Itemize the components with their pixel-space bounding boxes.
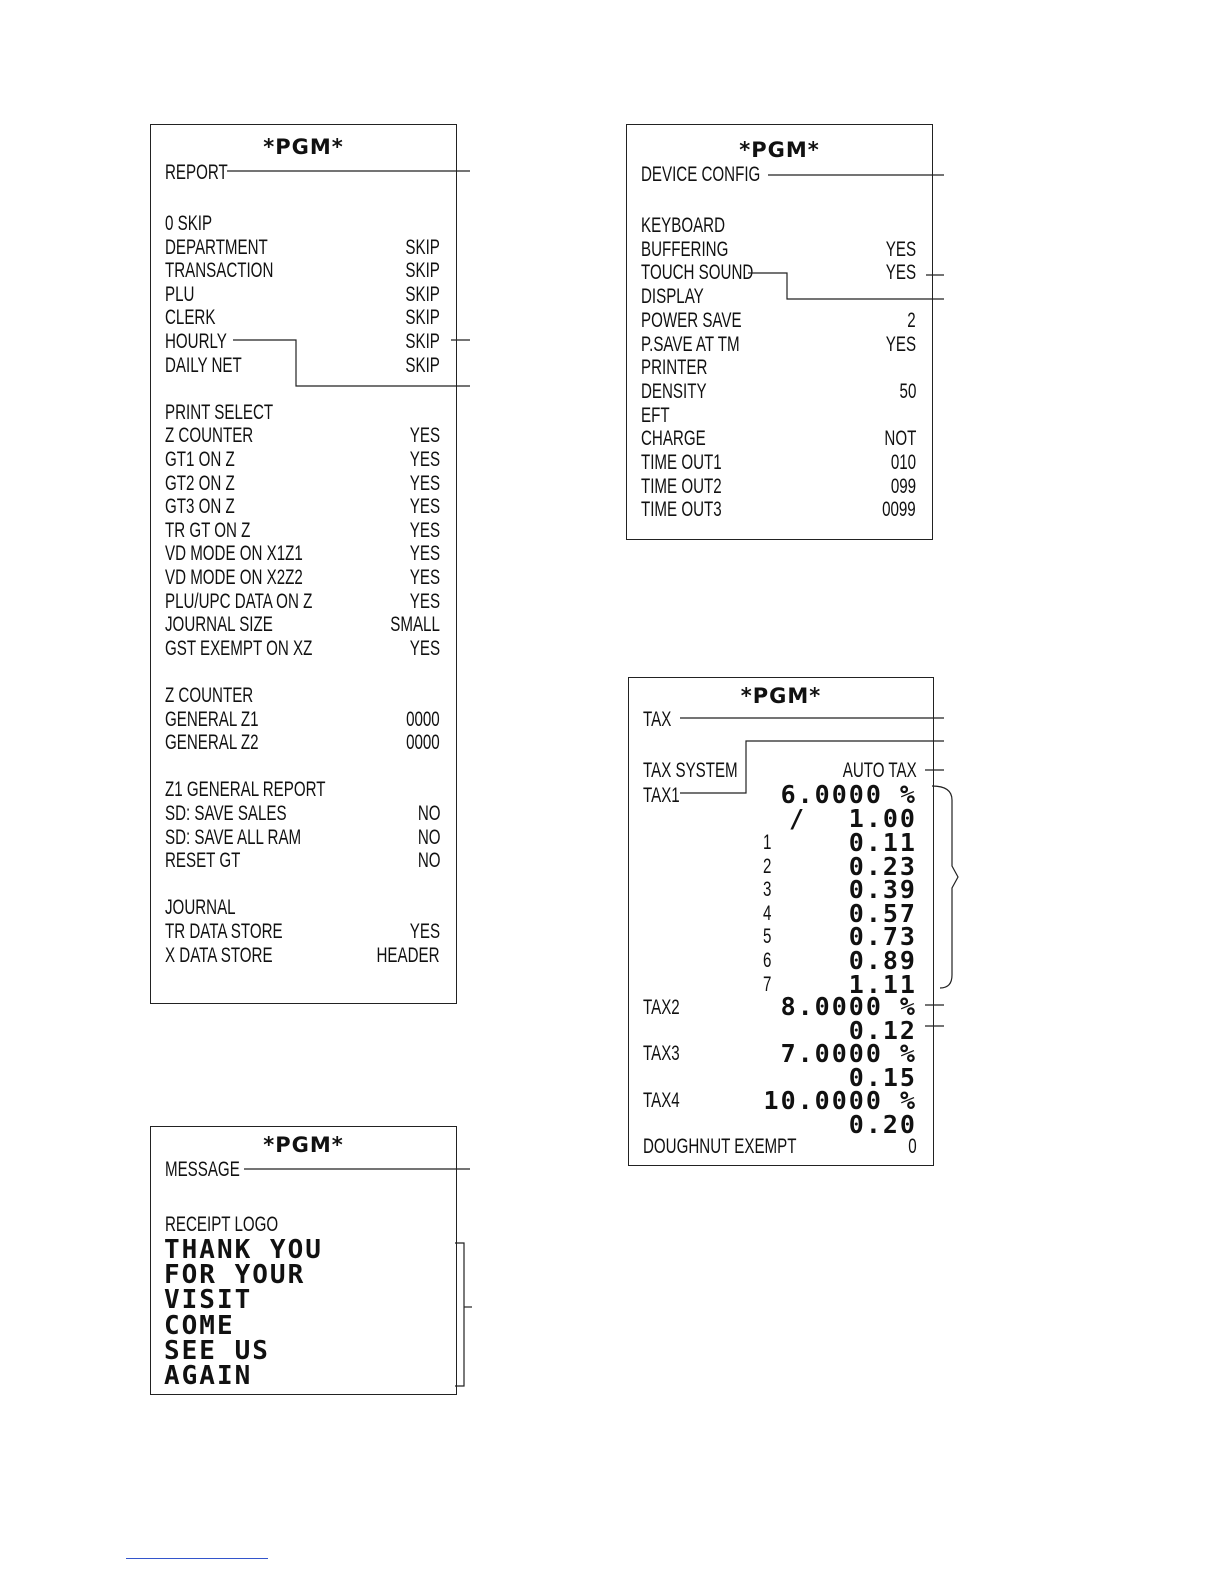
device-pgm-header: *PGM* <box>739 138 820 162</box>
logo-line: FOR YOUR <box>164 1260 306 1290</box>
report-line-label: PLU <box>165 283 195 306</box>
tax2-rate: 8.0000 % <box>780 992 917 1021</box>
tax-break-value: 0.39 <box>848 875 917 904</box>
device-line-value: YES <box>885 261 916 284</box>
tax-break-value: 0.11 <box>848 828 917 857</box>
tax2-label: TAX2 <box>643 996 680 1019</box>
report-line-value: YES <box>409 590 440 613</box>
report-line-value: YES <box>409 637 440 660</box>
tax1-min: 1.00 <box>848 804 917 833</box>
bracket-tax-table <box>932 786 958 988</box>
tax-break-number: 4 <box>763 902 772 925</box>
tax4-min: 0.20 <box>848 1110 917 1139</box>
tax-break-number: 5 <box>763 925 772 948</box>
device-line-label: TOUCH SOUND <box>641 261 754 284</box>
report-line-value: YES <box>409 920 440 943</box>
tax3-label: TAX3 <box>643 1042 680 1065</box>
message-pgm-header: *PGM* <box>263 1133 344 1157</box>
footer-rule <box>126 1558 268 1559</box>
report-line-label: GENERAL Z2 <box>165 731 259 754</box>
tax1-slash: / <box>789 804 807 833</box>
report-line-value: YES <box>409 472 440 495</box>
tax3-rate: 7.0000 % <box>780 1039 917 1068</box>
tax-system-label: TAX SYSTEM <box>643 759 738 782</box>
tax-break-number: 3 <box>763 878 772 901</box>
report-line-label: HOURLY <box>165 330 227 353</box>
report-line-value: SKIP <box>405 306 440 329</box>
report-line-value: SKIP <box>405 330 440 353</box>
report-line-value: NO <box>417 802 440 825</box>
report-line-value: YES <box>409 424 440 447</box>
tax-break-number: 6 <box>763 949 772 972</box>
report-line-value: SKIP <box>405 354 440 377</box>
report-line-label: GT1 ON Z <box>165 448 235 471</box>
device-line-label: DISPLAY <box>641 285 704 308</box>
report-line-label: PLU/UPC DATA ON Z <box>165 590 313 613</box>
device-line-label: KEYBOARD <box>641 214 726 237</box>
report-line-label: CLERK <box>165 306 216 329</box>
tax-break-number: 2 <box>763 855 772 878</box>
report-line-value: HEADER <box>376 944 440 967</box>
tax-break-value: 1.11 <box>848 970 917 999</box>
report-line-value: YES <box>409 519 440 542</box>
logo-line: AGAIN <box>164 1361 253 1391</box>
report-line-label: TRANSACTION <box>165 259 274 282</box>
report-title: REPORT <box>165 161 228 184</box>
device-line-label: POWER SAVE <box>641 309 742 332</box>
report-line-value: SMALL <box>390 613 440 636</box>
device-line-label: P.SAVE AT TM <box>641 333 740 356</box>
device-line-label: DENSITY <box>641 380 707 403</box>
callout-touch-sound <box>748 273 944 299</box>
device-line-label: PRINTER <box>641 356 708 379</box>
report-line-label: GENERAL Z1 <box>165 708 259 731</box>
report-line-label: Z COUNTER <box>165 684 254 707</box>
report-line-label: Z1 GENERAL REPORT <box>165 778 326 801</box>
report-line-label: DEPARTMENT <box>165 236 268 259</box>
device-line-value: 50 <box>899 380 916 403</box>
device-line-value: 099 <box>890 475 916 498</box>
device-line-label: EFT <box>641 404 670 427</box>
tax-break-value: 0.73 <box>848 922 917 951</box>
tax-pgm-header: *PGM* <box>740 684 822 708</box>
report-line-value: SKIP <box>405 259 440 282</box>
report-line-value: YES <box>409 542 440 565</box>
device-line-label: CHARGE <box>641 427 706 450</box>
logo-line: VISIT <box>164 1285 253 1315</box>
report-line-label: TR DATA STORE <box>165 920 283 943</box>
report-line-label: Z COUNTER <box>165 424 254 447</box>
logo-line: SEE US <box>164 1336 270 1366</box>
device-line-label: BUFFERING <box>641 238 729 261</box>
device-line-value: YES <box>885 238 916 261</box>
device-line-value: YES <box>885 333 916 356</box>
report-line-value: YES <box>409 448 440 471</box>
tax3-min: 0.15 <box>848 1063 917 1092</box>
report-line-label: DAILY NET <box>165 354 242 377</box>
device-line-label: TIME OUT3 <box>641 498 722 521</box>
report-line-label: SD: SAVE ALL RAM <box>165 826 302 849</box>
report-line-value: SKIP <box>405 236 440 259</box>
logo-line: THANK YOU <box>164 1235 323 1265</box>
tax-break-value: 0.89 <box>848 946 917 975</box>
report-line-label: GST EXEMPT ON XZ <box>165 637 313 660</box>
receipt-logo-label: RECEIPT LOGO <box>165 1213 279 1236</box>
device-line-value: 0099 <box>882 498 916 521</box>
report-line-label: JOURNAL <box>165 896 236 919</box>
report-line-label: VD MODE ON X1Z1 <box>165 542 303 565</box>
report-line-label: VD MODE ON X2Z2 <box>165 566 303 589</box>
device-line-value: 010 <box>890 451 916 474</box>
report-line-label: GT3 ON Z <box>165 495 235 518</box>
tax-break-number: 7 <box>763 973 772 996</box>
report-line-label: X DATA STORE <box>165 944 273 967</box>
bracket-logo <box>455 1243 464 1386</box>
report-line-value: YES <box>409 495 440 518</box>
report-line-label: PRINT SELECT <box>165 401 274 424</box>
tax-title: TAX <box>643 708 672 731</box>
callout-tax1 <box>680 741 944 793</box>
report-line-label: 0 SKIP <box>165 212 213 235</box>
report-line-value: NO <box>417 849 440 872</box>
report-line-value: YES <box>409 566 440 589</box>
tax4-rate: 10.0000 % <box>763 1086 917 1115</box>
tax-break-number: 1 <box>763 831 772 854</box>
device-line-value: 2 <box>907 309 916 332</box>
tax1-label: TAX1 <box>643 784 680 807</box>
logo-line: COME <box>164 1311 235 1341</box>
report-line-value: SKIP <box>405 283 440 306</box>
report-line-label: GT2 ON Z <box>165 472 235 495</box>
tax1-rate: 6.0000 % <box>780 780 917 809</box>
device-line-label: TIME OUT2 <box>641 475 722 498</box>
report-line-label: SD: SAVE SALES <box>165 802 287 825</box>
tax2-min: 0.12 <box>848 1016 917 1045</box>
callout-hourly <box>233 340 470 386</box>
report-line-label: TR GT ON Z <box>165 519 251 542</box>
device-title: DEVICE CONFIG <box>641 163 761 186</box>
doughnut-label: DOUGHNUT EXEMPT <box>643 1135 797 1158</box>
device-line-value: NOT <box>884 427 916 450</box>
report-line-label: JOURNAL SIZE <box>165 613 273 636</box>
message-title: MESSAGE <box>165 1158 240 1181</box>
doughnut-value: 0 <box>908 1135 917 1158</box>
report-pgm-header: *PGM* <box>263 135 344 159</box>
tax4-label: TAX4 <box>643 1089 680 1112</box>
tax-system-value: AUTO TAX <box>843 759 917 782</box>
report-line-label: RESET GT <box>165 849 241 872</box>
report-line-value: 0000 <box>406 708 440 731</box>
report-line-value: NO <box>417 826 440 849</box>
report-line-value: 0000 <box>406 731 440 754</box>
tax-break-value: 0.23 <box>848 852 917 881</box>
device-line-label: TIME OUT1 <box>641 451 722 474</box>
tax-break-value: 0.57 <box>848 899 917 928</box>
